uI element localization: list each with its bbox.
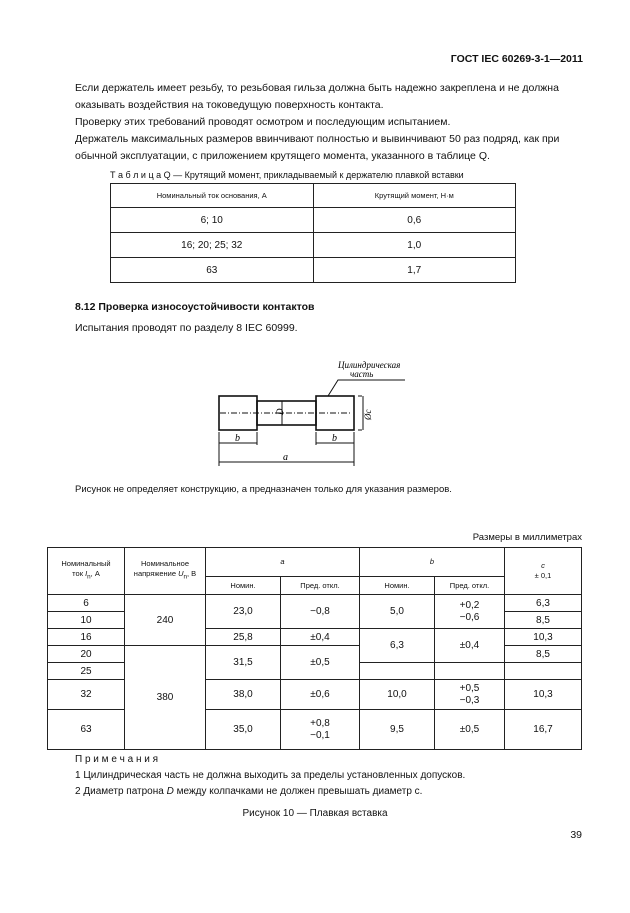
table-row — [48, 595, 582, 612]
note-1: 1 Цилиндрическая часть не должна выходить за пределы установленных допусков. — [75, 770, 466, 781]
header-a: a — [206, 548, 360, 577]
table-cell: 8,5 — [505, 612, 582, 629]
document-code: ГОСТ IEC 60269-3-1—2011 — [450, 53, 583, 65]
drawing-label-c: Øc — [363, 409, 373, 420]
header-c: c ± 0,1 — [505, 548, 582, 595]
table-cell: 1,7 — [313, 258, 516, 283]
figure-note: Рисунок не определяет конструкцию, а предназначен только для указания размеров. — [75, 484, 452, 495]
table-cell: 6 — [48, 595, 125, 612]
header-current: Номинальный ток $I_n$, А — [48, 548, 125, 595]
table-cell: 6,3 — [360, 629, 435, 663]
table-cell: 25,8 — [206, 629, 281, 646]
note-2: 2 Диаметр патрона D между колпачками не должен превышать диаметр c. — [75, 786, 423, 797]
table-cell: 1,0 — [313, 233, 516, 258]
table-cell: 63 — [48, 710, 125, 750]
table-row — [111, 258, 516, 283]
header-b-nom: Номин. — [360, 577, 435, 595]
intro-paragraph-2: Проверку этих требований проводят осмотром и последующим испытанием. — [75, 116, 451, 128]
table-cell: 31,5 — [206, 646, 281, 680]
table-row — [111, 233, 516, 258]
table-cell: 38,0 — [206, 680, 281, 710]
table-cell: 240 — [125, 595, 206, 646]
drawing-label-b-left: b — [235, 433, 240, 444]
dimensions-units: Размеры в миллиметрах — [472, 532, 582, 543]
drawing-label-D: D — [275, 408, 285, 415]
intro-text — [75, 80, 585, 165]
table-cell: 23,0 — [206, 595, 281, 629]
table-cell: 35,0 — [206, 710, 281, 750]
table-cell: 6; 10 — [111, 208, 314, 233]
table-cell: ±0,5 — [435, 710, 505, 750]
table-cell: 9,5 — [360, 710, 435, 750]
table-cell: 63 — [111, 258, 314, 283]
table-q — [110, 183, 516, 283]
table-cell: 8,5 — [505, 646, 582, 663]
table-cell: 380 — [125, 646, 206, 750]
table-cell: 16,7 — [505, 710, 582, 750]
table-q-caption-prefix: Т а б л и ц а — [110, 170, 162, 180]
table-cell: 10,3 — [505, 629, 582, 646]
header-a-dev: Пред. откл. — [281, 577, 360, 595]
table-cell: ±0,6 — [281, 680, 360, 710]
table-cell: ±0,5 — [281, 646, 360, 680]
table-cell: 5,0 — [360, 595, 435, 629]
table-cell: +0,5 −0,3 — [435, 680, 505, 710]
drawing-label-b-right: b — [332, 433, 337, 444]
table-q-header-torque: Крутящий момент, Н·м — [313, 184, 516, 208]
header-b: b — [360, 548, 505, 577]
table-cell: +0,2 −0,6 — [435, 595, 505, 629]
table-cell: 6,3 — [505, 595, 582, 612]
notes-title: П р и м е ч а н и я — [75, 754, 159, 765]
table-cell: ±0,4 — [281, 629, 360, 646]
table-row — [111, 208, 516, 233]
table-cell: 10 — [48, 612, 125, 629]
table-cell: ±0,4 — [435, 629, 505, 663]
intro-paragraph-1: Если держатель имеет резьбу, то резьбовая гильза должна быть надежно закреплена и не должна оказывать воздействия на токоведущую поверхность контакта. — [75, 82, 559, 111]
table-cell — [435, 663, 505, 680]
table-q-caption-text: Q — Крутящий момент, прикладываемый к держателю плавкой вставки — [163, 170, 464, 180]
figure-caption: Рисунок 10 — Плавкая вставка — [242, 808, 388, 819]
header-voltage: Номинальное напряжение $U_n$, В — [125, 548, 206, 595]
header-a-nom: Номин. — [206, 577, 281, 595]
table-cell: 32 — [48, 680, 125, 710]
table-cell: 25 — [48, 663, 125, 680]
table-q-caption — [110, 170, 464, 180]
fuse-drawing — [200, 350, 401, 475]
drawing-label-a: a — [283, 452, 288, 463]
header-b-dev: Пред. откл. — [435, 577, 505, 595]
table-cell: 16; 20; 25; 32 — [111, 233, 314, 258]
table-cell: 16 — [48, 629, 125, 646]
drawing-callout: Цилиндрическая — [338, 360, 401, 370]
table-cell — [505, 663, 582, 680]
table-cell: −0,8 — [281, 595, 360, 629]
section-text: Испытания проводят по разделу 8 IEC 60999. — [75, 322, 298, 334]
drawing-callout-part: часть — [350, 369, 374, 379]
table-cell: 20 — [48, 646, 125, 663]
table-cell — [360, 663, 435, 680]
intro-paragraph-3: Держатель максимальных размеров ввинчивают полностью и вывинчивают 50 раз подряд, как при обычной эксплуатации, с приложением крутящего момента, указанного в таблице Q. — [75, 133, 560, 162]
table-q-header-current: Номинальный ток основания, А — [111, 184, 314, 208]
section-title: 8.12 Проверка износоустойчивости контактов — [75, 301, 315, 313]
notes — [75, 752, 465, 800]
table-cell: +0,8 −0,1 — [281, 710, 360, 750]
table-cell: 10,3 — [505, 680, 582, 710]
table-cell: 0,6 — [313, 208, 516, 233]
page-number: 39 — [570, 829, 582, 841]
table-cell: 10,0 — [360, 680, 435, 710]
dimensions-table — [47, 547, 582, 750]
